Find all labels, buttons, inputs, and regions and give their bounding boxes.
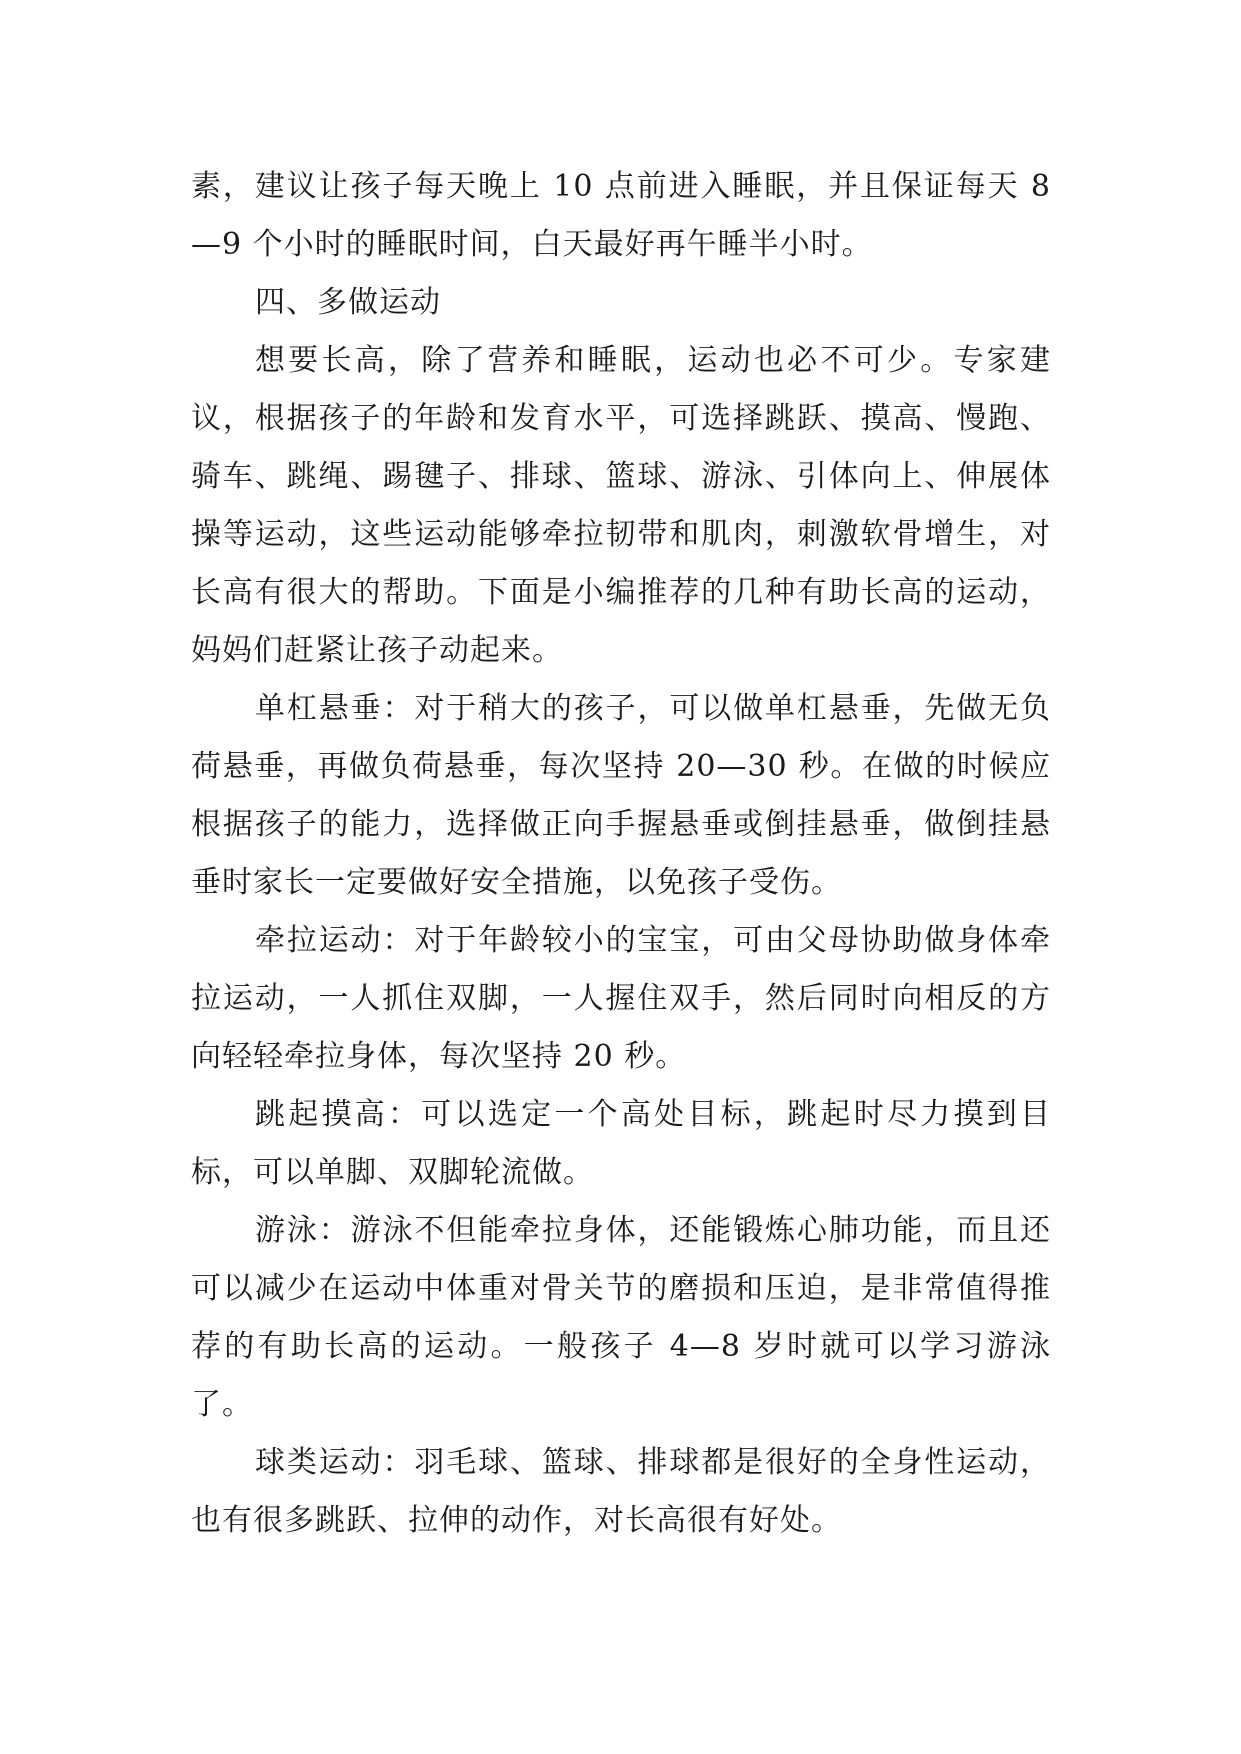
section-heading-exercise: 四、多做运动	[255, 285, 441, 320]
paragraph-exercise-intro: 想要长高，除了营养和睡眠，运动也必不可少。专家建议，根据孩子的年龄和发育水平，可选择跳跃、摸高、慢跑、骑车、跳绳、踢毽子、排球、篮球、游泳、引体向上、伸展体操等运动，这些运动能够牵拉韧带和肌肉，刺激软骨增生，对长高有很大的帮助。下面是小编推荐的几种有助长高的运动，妈妈们赶紧让孩子动起来。	[191, 343, 1051, 668]
document-body	[191, 158, 1051, 1550]
paragraph-jump-reach: 跳起摸高：可以选定一个高处目标，跳起时尽力摸到目标，可以单脚、双脚轮流做。	[191, 1097, 1051, 1190]
paragraph-swimming: 游泳：游泳不但能牵拉身体，还能锻炼心肺功能，而且还可以减少在运动中体重对骨关节的磨损和压迫，是非常值得推荐的有助长高的运动。一般孩子 4—8 岁时就可以学习游泳了。	[191, 1213, 1051, 1422]
paragraph-stretching: 牵拉运动：对于年龄较小的宝宝，可由父母协助做身体牵拉运动，一人抓住双脚，一人握住双手，然后同时向相反的方向轻轻牵拉身体，每次坚持 20 秒。	[191, 923, 1051, 1074]
paragraph-sleep-continued: 素，建议让孩子每天晚上 10 点前进入睡眠，并且保证每天 8—9 个小时的睡眠时间，白天最好再午睡半小时。	[191, 169, 1051, 262]
paragraph-ball-sports: 球类运动：羽毛球、篮球、排球都是很好的全身性运动，也有很多跳跃、拉伸的动作，对长高很有好处。	[191, 1445, 1051, 1538]
paragraph-horizontal-bar: 单杠悬垂：对于稍大的孩子，可以做单杠悬垂，先做无负荷悬垂，再做负荷悬垂，每次坚持 20—30 秒。在做的时候应根据孩子的能力，选择做正向手握悬垂或倒挂悬垂，做倒挂悬垂时家长一定要做好安全措施，以免孩子受伤。	[191, 691, 1051, 900]
